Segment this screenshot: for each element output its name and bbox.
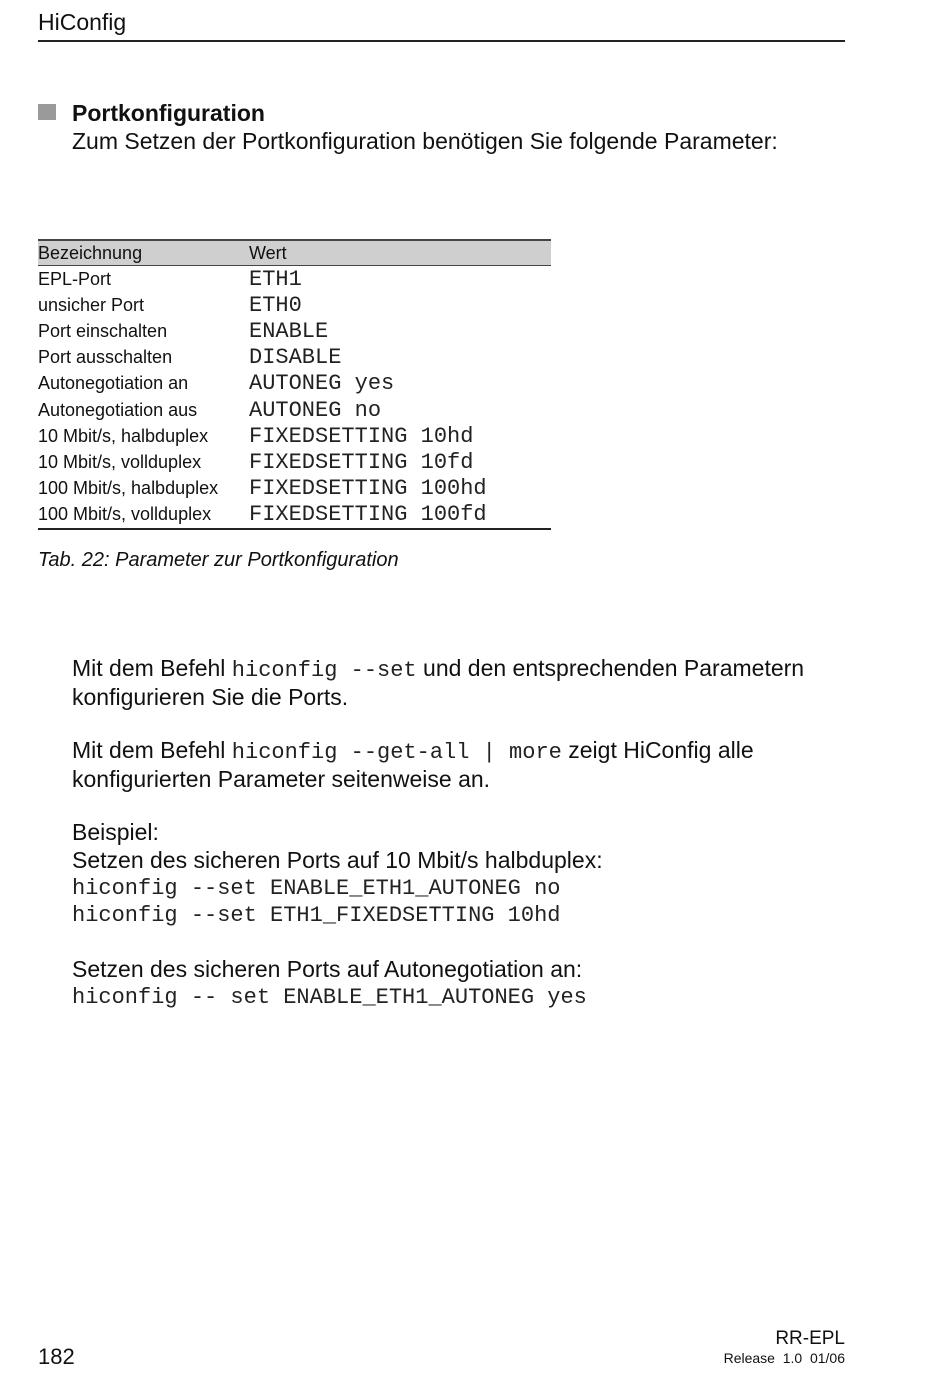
table-row [38, 318, 551, 344]
row-value: FIXEDSETTING 100fd [249, 502, 487, 528]
row-value: AUTONEG no [249, 397, 382, 423]
table-row [38, 476, 551, 502]
row-value: ETH1 [249, 266, 302, 292]
row-name: 10 Mbit/s, halbduplex [38, 425, 209, 446]
row-name: Autonegotiation aus [38, 399, 198, 420]
example-description-1: Setzen des sicheren Ports auf 10 Mbit/s halbduplex: [72, 847, 603, 873]
row-value: FIXEDSETTING 10fd [249, 449, 474, 475]
column-header-value: Wert [249, 240, 551, 266]
paragraph-set-command [72, 655, 862, 711]
table-row [38, 345, 551, 371]
row-name: 100 Mbit/s, vollduplex [38, 504, 212, 525]
table-caption: Tab. 22: Parameter zur Portkonfiguration [38, 549, 399, 571]
example-code-line-3: hiconfig -- set ENABLE_ETH1_AUTONEG yes [72, 985, 587, 1010]
paragraph-text: Mit dem Befehl [72, 737, 232, 763]
section-title: Portkonfiguration [72, 100, 265, 126]
header-divider [38, 40, 845, 42]
table-row [38, 371, 551, 397]
example-label: Beispiel: [72, 819, 159, 845]
paragraph-text: zeigt HiConfig alle konfigurierten Parameter seitenweise an. [72, 737, 754, 792]
row-name: 100 Mbit/s, halbduplex [38, 478, 219, 499]
paragraph-text: und den entsprechenden Parametern konfigurieren Sie die Ports. [72, 655, 805, 710]
example-description-2: Setzen des sicheren Ports auf Autonegotiation an: [72, 956, 583, 982]
row-name: Port ausschalten [38, 347, 173, 368]
example-code-line-1: hiconfig --set ENABLE_ETH1_AUTONEG no [72, 876, 561, 901]
parameter-table [38, 239, 551, 530]
section-bullet-square-icon [38, 104, 56, 120]
row-value: FIXEDSETTING 10hd [249, 423, 474, 449]
table-row [38, 266, 551, 293]
row-value: DISABLE [249, 345, 342, 371]
row-value: AUTONEG yes [249, 371, 395, 397]
row-name: Autonegotiation an [38, 373, 189, 394]
row-value: ENABLE [249, 318, 329, 344]
column-header-name: Bezeichnung [38, 240, 249, 266]
table-header-row [38, 240, 551, 266]
table-row [38, 423, 551, 449]
inline-command: hiconfig --set [231, 658, 417, 683]
paragraph-text: Mit dem Befehl [72, 655, 232, 681]
table-row [38, 449, 551, 475]
row-name: unsicher Port [38, 294, 145, 315]
table-row [38, 502, 551, 529]
inline-command: hiconfig --get-all | more [231, 740, 562, 765]
row-name: Port einschalten [38, 320, 168, 341]
section-intro: Zum Setzen der Portkonfiguration benötigen Sie folgende Parameter: [72, 128, 778, 154]
document-id: RR-EPL [775, 1328, 845, 1349]
example-code-line-2: hiconfig --set ETH1_FIXEDSETTING 10hd [72, 903, 561, 928]
paragraph-get-all-command [72, 737, 862, 793]
table-row [38, 292, 551, 318]
page-number: 182 [38, 1344, 75, 1369]
row-name: 10 Mbit/s, vollduplex [38, 451, 202, 472]
table-row [38, 397, 551, 423]
page-header-title: HiConfig [38, 9, 127, 35]
row-value: ETH0 [249, 292, 302, 318]
row-value: FIXEDSETTING 100hd [249, 476, 487, 502]
row-name: EPL-Port [38, 268, 112, 289]
release-info: Release 1.0 01/06 [723, 1350, 845, 1366]
